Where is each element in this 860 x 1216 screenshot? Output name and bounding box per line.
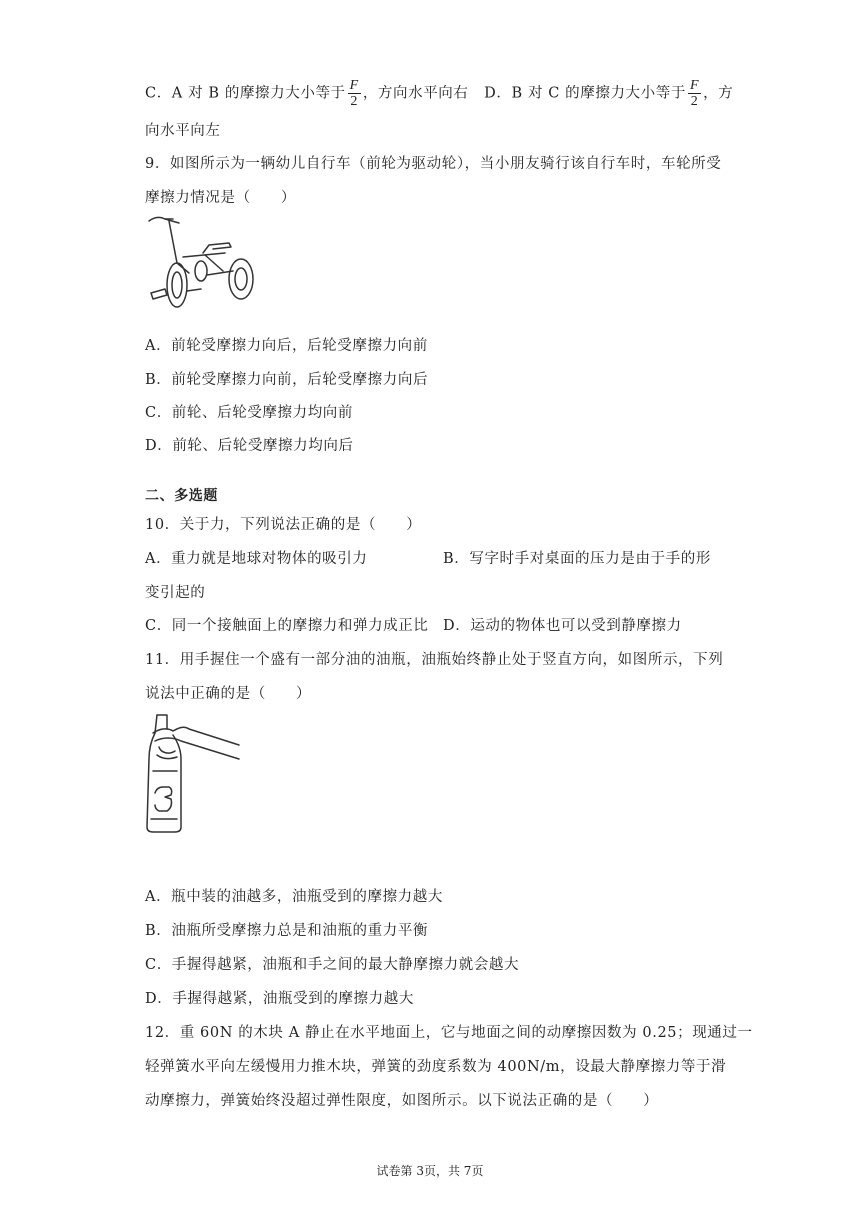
q9-option-d: D．前轮、后轮受摩擦力均向后 [145, 438, 354, 454]
q11-option-c: C．手握得越紧，油瓶和手之间的最大静摩擦力就会越大 [145, 957, 520, 973]
q9-stem-line2: 摩擦力情况是（ ） [145, 190, 296, 206]
q9-option-a: A．前轮受摩擦力向后，后轮受摩擦力向前 [145, 338, 428, 354]
q12-stem-line1: 12．重 60N 的木块 A 静止在水平地面上，它与地面之间的动摩擦因数为 0.25；现通过一 [145, 1025, 753, 1041]
q11-stem-line1: 11．用手握住一个盛有一部分油的油瓶，油瓶始终静止处于竖直方向，如图所示，下列 [145, 652, 724, 668]
q10-stem: 10．关于力，下列说法正确的是（ ） [145, 517, 422, 533]
q12-stem-line3: 动摩擦力，弹簧始终没超过弹性限度，如图所示。以下说法正确的是（ ） [145, 1093, 659, 1109]
fraction-f-over-2: $\frac{F}{2}$ [689, 78, 700, 109]
q11-stem-line2: 说法中正确的是（ ） [145, 686, 312, 702]
q12-stem-line2: 轻弹簧水平向左缓慢用力推木块，弹簧的劲度系数为 400N/m，设最大静摩擦力等于滑 [145, 1059, 727, 1075]
q10-option-a: A．重力就是地球对物体的吸引力 [145, 551, 368, 567]
q11-option-b: B．油瓶所受摩擦力总是和油瓶的重力平衡 [145, 923, 429, 939]
q8-option-d: D．B 对 C 的摩擦力大小等于 [484, 85, 686, 102]
q11-option-d: D．手握得越紧，油瓶受到的摩擦力越大 [145, 991, 414, 1007]
oil-bottle-hand-figure [143, 711, 243, 835]
q10-option-c: C．同一个接触面上的摩擦力和弹力成正比 [145, 618, 429, 634]
q11-option-a: A．瓶中装的油越多，油瓶受到的摩擦力越大 [145, 889, 443, 905]
fraction-f-over-2: $\frac{F}{2}$ [349, 78, 359, 109]
tricycle-figure [143, 213, 263, 311]
q9-stem-line1: 9．如图所示为一辆幼儿自行车（前轮为驱动轮），当小朋友骑行该自行车时，车轮所受 [145, 156, 722, 172]
page-footer: 试卷第 3页，共 7页 [376, 1164, 484, 1178]
q8-options-cd: C．A 对 B 的摩擦力大小等于 $\frac{F}{2}$ ，方向水平向右 D．B 对 C 的摩擦力大小等于 $\frac{F}{2}$ ，方 [145, 78, 734, 109]
q9-option-b: B．前轮受摩擦力向前，后轮受摩擦力向后 [145, 372, 429, 388]
q10-option-b: B．写字时手对桌面的压力是由于手的形 [443, 551, 711, 567]
q10-option-d: D．运动的物体也可以受到静摩擦力 [443, 618, 682, 634]
q9-option-c: C．前轮、后轮受摩擦力均向前 [145, 405, 353, 421]
section-heading-multi-choice: 二、多选题 [145, 488, 218, 504]
q8-option-c: C．A 对 B 的摩擦力大小等于 [145, 85, 346, 102]
q10-option-b-continued: 变引起的 [145, 585, 206, 601]
q8-option-d-continued: 向水平向左 [145, 123, 221, 139]
